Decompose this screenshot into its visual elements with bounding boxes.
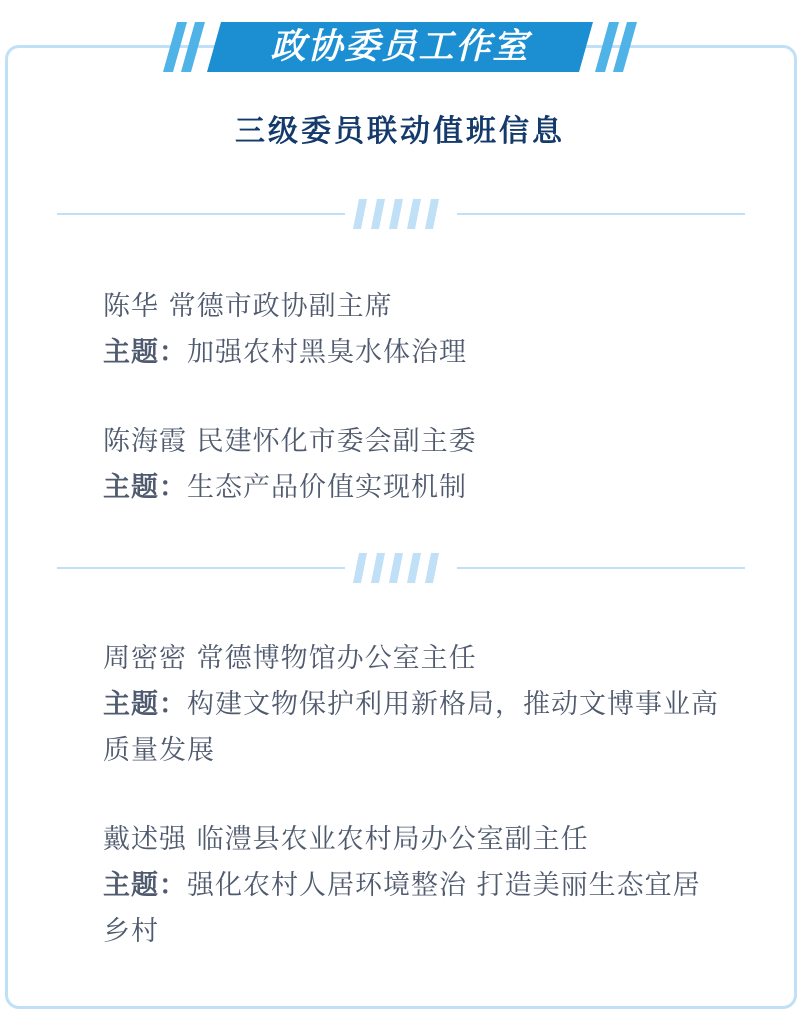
topic-label: 主题： bbox=[103, 689, 187, 720]
topic-label: 主题： bbox=[103, 472, 187, 503]
header-banner bbox=[163, 18, 637, 76]
member-topic bbox=[103, 863, 723, 955]
member-name-title: 陈华 常德市政协副主席 bbox=[103, 291, 393, 322]
banner-title: 政协委员工作室 bbox=[270, 26, 530, 67]
topic-text: 强化农村人居环境整治 打造美丽生态宜居乡村 bbox=[103, 870, 701, 947]
topic-text: 生态产品价值实现机制 bbox=[187, 472, 467, 503]
member-entry bbox=[103, 284, 723, 376]
page-title: 三级委员联动值班信息 bbox=[235, 114, 565, 149]
member-entry bbox=[103, 817, 723, 955]
section-divider bbox=[57, 551, 745, 585]
topic-text: 构建文物保护利用新格局，推动文博事业高质量发展 bbox=[103, 689, 719, 766]
member-topic bbox=[103, 330, 723, 376]
topic-text: 加强农村黑臭水体治理 bbox=[187, 337, 467, 368]
member-topic bbox=[103, 682, 723, 774]
member-entry bbox=[103, 419, 723, 511]
divider-stripes bbox=[347, 551, 457, 585]
topic-label: 主题： bbox=[103, 337, 187, 368]
member-topic bbox=[103, 465, 723, 511]
topic-label: 主题： bbox=[103, 870, 187, 901]
member-name-title: 周密密 常德博物馆办公室主任 bbox=[103, 643, 477, 674]
section-divider bbox=[57, 197, 745, 231]
member-name-title: 戴述强 临澧县农业农村局办公室副主任 bbox=[103, 824, 589, 855]
divider-stripes bbox=[347, 197, 457, 231]
member-entry bbox=[103, 636, 723, 774]
member-name-title: 陈海霞 民建怀化市委会副主委 bbox=[103, 426, 477, 457]
